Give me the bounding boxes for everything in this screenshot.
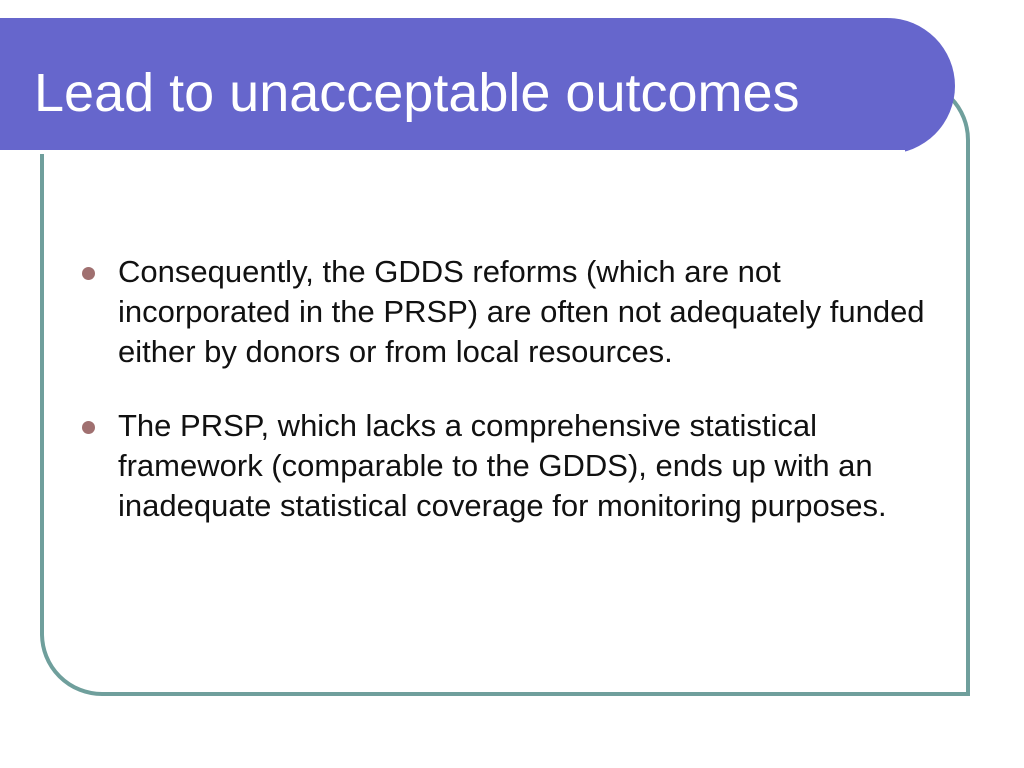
title-bar bbox=[0, 18, 955, 154]
bullet-list bbox=[80, 252, 930, 560]
bullet-item bbox=[80, 252, 930, 372]
bullet-icon bbox=[82, 267, 95, 280]
bullet-text: The PRSP, which lacks a comprehensive statistical framework (comparable to the GDDS), ends up with an inadequate statistical coverage for monitoring purposes. bbox=[118, 408, 887, 523]
bullet-icon bbox=[82, 421, 95, 434]
slide-title: Lead to unacceptable outcomes bbox=[34, 63, 800, 123]
title-underline bbox=[0, 150, 905, 154]
bullet-item bbox=[80, 406, 930, 526]
bullet-text: Consequently, the GDDS reforms (which are not incorporated in the PRSP) are often not adequately funded either by donors or from local resources. bbox=[118, 254, 925, 369]
